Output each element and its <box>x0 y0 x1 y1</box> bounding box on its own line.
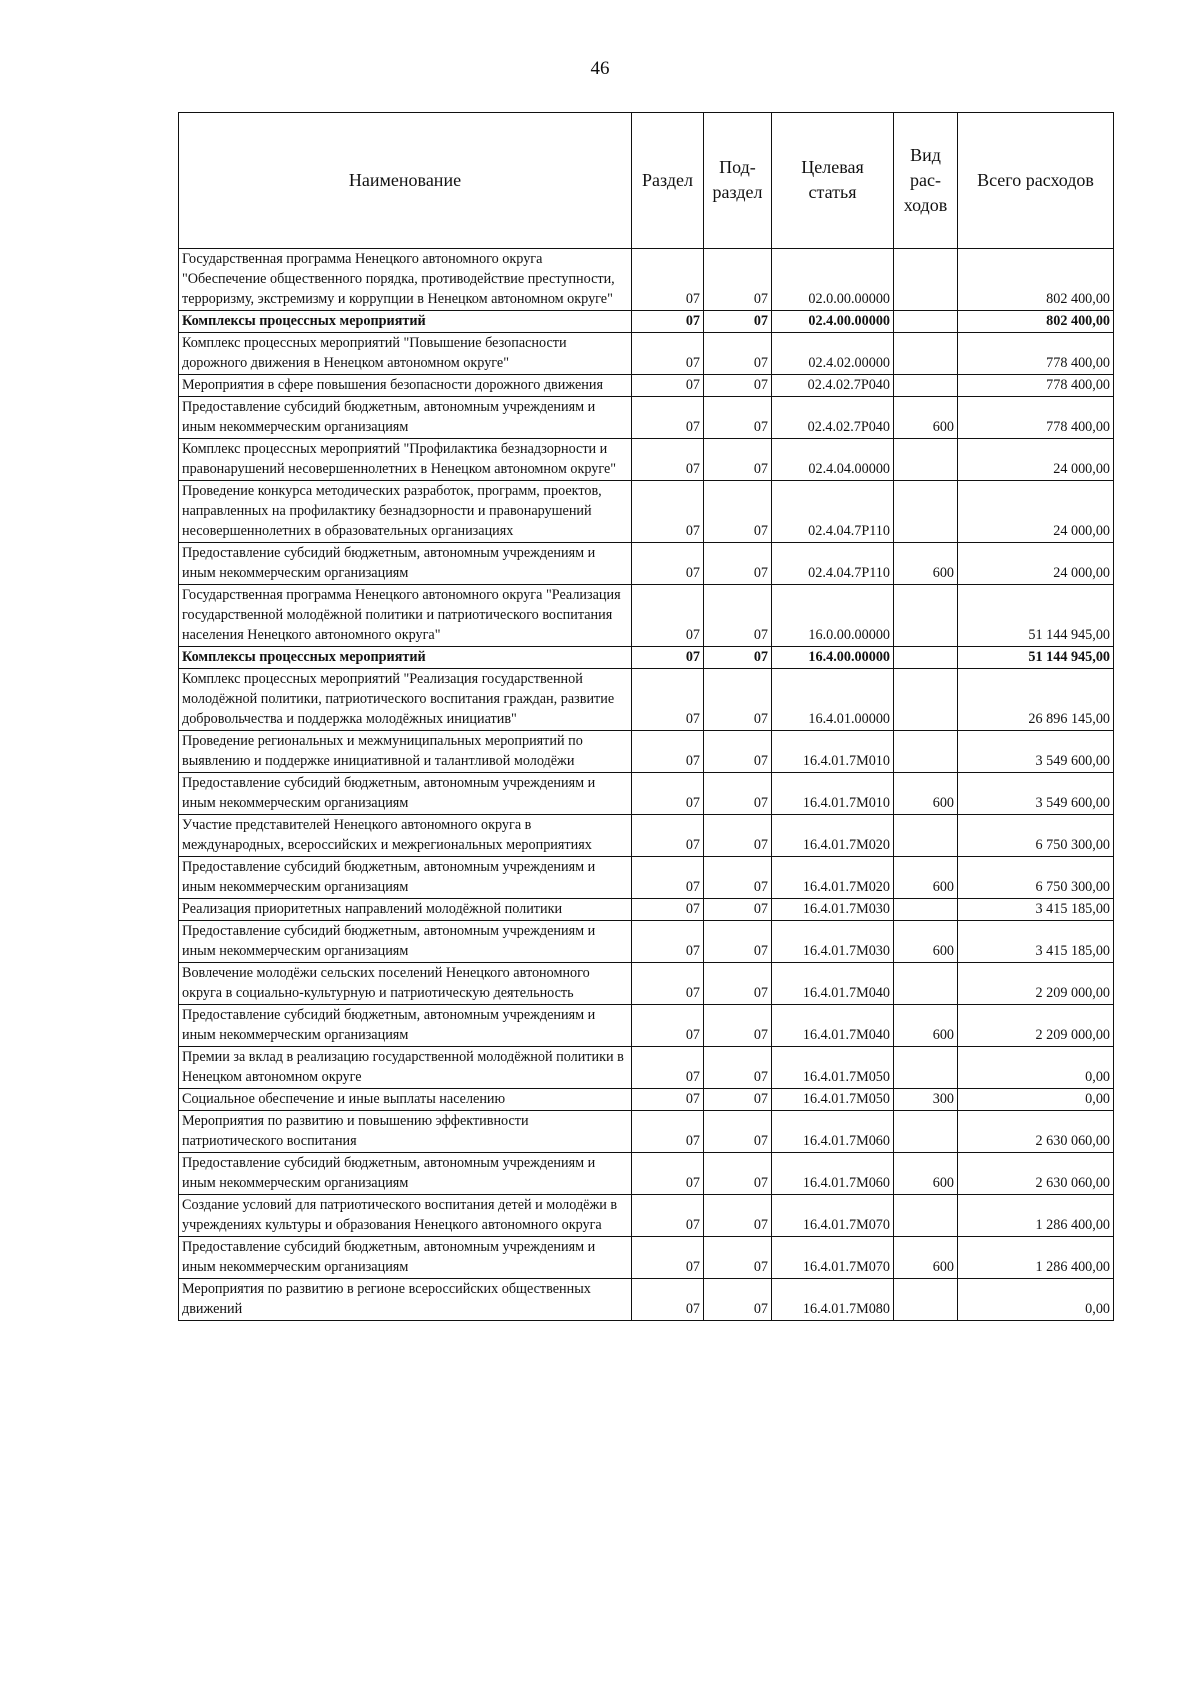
cell-razdel: 07 <box>632 1047 704 1089</box>
cell-name: Предоставление субсидий бюджетным, автономным учреждениям и иным некоммерческим организациям <box>179 773 632 815</box>
cell-vid-rashodov <box>894 249 958 311</box>
cell-razdel: 07 <box>632 899 704 921</box>
table-row <box>179 397 1114 439</box>
cell-podrazdel: 07 <box>704 1195 772 1237</box>
cell-vid-rashodov: 600 <box>894 921 958 963</box>
cell-podrazdel: 07 <box>704 1279 772 1321</box>
cell-podrazdel: 07 <box>704 249 772 311</box>
cell-razdel: 07 <box>632 439 704 481</box>
header-celevaya-statya: Целевая статья <box>772 113 894 249</box>
cell-vid-rashodov: 300 <box>894 1089 958 1111</box>
cell-celevaya-statya: 16.4.01.7М010 <box>772 773 894 815</box>
cell-total: 3 549 600,00 <box>958 731 1114 773</box>
cell-podrazdel: 07 <box>704 1005 772 1047</box>
cell-celevaya-statya: 02.4.04.7Р110 <box>772 481 894 543</box>
cell-total: 0,00 <box>958 1089 1114 1111</box>
cell-razdel: 07 <box>632 1153 704 1195</box>
cell-total: 3 415 185,00 <box>958 921 1114 963</box>
cell-podrazdel: 07 <box>704 585 772 647</box>
cell-celevaya-statya: 16.4.01.7М020 <box>772 815 894 857</box>
cell-podrazdel: 07 <box>704 815 772 857</box>
cell-podrazdel: 07 <box>704 1237 772 1279</box>
cell-total: 2 630 060,00 <box>958 1153 1114 1195</box>
cell-celevaya-statya: 16.4.01.7М030 <box>772 921 894 963</box>
cell-vid-rashodov <box>894 647 958 669</box>
table-row <box>179 311 1114 333</box>
table-row <box>179 921 1114 963</box>
header-name: Наименование <box>179 113 632 249</box>
page-number: 46 <box>590 58 610 79</box>
cell-podrazdel: 07 <box>704 773 772 815</box>
cell-celevaya-statya: 16.4.01.7М070 <box>772 1195 894 1237</box>
cell-razdel: 07 <box>632 1195 704 1237</box>
cell-razdel: 07 <box>632 647 704 669</box>
table-row <box>179 1111 1114 1153</box>
cell-total: 778 400,00 <box>958 397 1114 439</box>
cell-celevaya-statya: 16.4.01.7М050 <box>772 1047 894 1089</box>
table-row <box>179 1195 1114 1237</box>
header-row <box>179 113 1114 249</box>
table-row <box>179 585 1114 647</box>
table-row <box>179 333 1114 375</box>
cell-total: 51 144 945,00 <box>958 647 1114 669</box>
cell-podrazdel: 07 <box>704 333 772 375</box>
cell-celevaya-statya: 02.4.02.7Р040 <box>772 397 894 439</box>
cell-podrazdel: 07 <box>704 543 772 585</box>
cell-celevaya-statya: 02.4.02.7Р040 <box>772 375 894 397</box>
cell-total: 778 400,00 <box>958 333 1114 375</box>
table-row <box>179 481 1114 543</box>
cell-celevaya-statya: 16.4.01.7М010 <box>772 731 894 773</box>
cell-name: Комплекс процессных мероприятий "Повышение безопасности дорожного движения в Ненецком автономном округе" <box>179 333 632 375</box>
table-row <box>179 731 1114 773</box>
cell-name: Комплексы процессных мероприятий <box>179 647 632 669</box>
cell-celevaya-statya: 16.4.01.7М030 <box>772 899 894 921</box>
cell-celevaya-statya: 02.4.04.7Р110 <box>772 543 894 585</box>
cell-celevaya-statya: 02.0.00.00000 <box>772 249 894 311</box>
table-row <box>179 899 1114 921</box>
cell-podrazdel: 07 <box>704 481 772 543</box>
cell-vid-rashodov <box>894 375 958 397</box>
header-podrazdel: Под- раздел <box>704 113 772 249</box>
cell-razdel: 07 <box>632 1089 704 1111</box>
header-razdel: Раздел <box>632 113 704 249</box>
cell-podrazdel: 07 <box>704 439 772 481</box>
cell-razdel: 07 <box>632 1005 704 1047</box>
cell-podrazdel: 07 <box>704 397 772 439</box>
cell-name: Проведение конкурса методических разработок, программ, проектов, направленных на профилактику безнадзорности и правонарушений несовершеннолетних в образовательных организациях <box>179 481 632 543</box>
cell-name: Комплекс процессных мероприятий "Реализация государственной молодёжной политики, патриотического воспитания граждан, развитие добровольчества и поддержка молодёжных инициатив" <box>179 669 632 731</box>
cell-total: 24 000,00 <box>958 439 1114 481</box>
cell-total: 24 000,00 <box>958 481 1114 543</box>
cell-podrazdel: 07 <box>704 1111 772 1153</box>
cell-vid-rashodov <box>894 731 958 773</box>
cell-podrazdel: 07 <box>704 647 772 669</box>
cell-total: 51 144 945,00 <box>958 585 1114 647</box>
cell-razdel: 07 <box>632 311 704 333</box>
table-row <box>179 773 1114 815</box>
cell-total: 2 209 000,00 <box>958 1005 1114 1047</box>
cell-celevaya-statya: 16.4.00.00000 <box>772 647 894 669</box>
cell-name: Мероприятия по развитию и повышению эффективности патриотического воспитания <box>179 1111 632 1153</box>
budget-table <box>178 112 1114 1321</box>
cell-razdel: 07 <box>632 585 704 647</box>
cell-razdel: 07 <box>632 921 704 963</box>
cell-celevaya-statya: 16.4.01.7М060 <box>772 1153 894 1195</box>
cell-razdel: 07 <box>632 963 704 1005</box>
cell-podrazdel: 07 <box>704 311 772 333</box>
cell-podrazdel: 07 <box>704 921 772 963</box>
cell-name: Проведение региональных и межмуниципальных мероприятий по выявлению и поддержке инициативной и талантливой молодёжи <box>179 731 632 773</box>
cell-razdel: 07 <box>632 397 704 439</box>
cell-total: 2 630 060,00 <box>958 1111 1114 1153</box>
cell-razdel: 07 <box>632 773 704 815</box>
cell-total: 0,00 <box>958 1279 1114 1321</box>
cell-name: Мероприятия по развитию в регионе всероссийских общественных движений <box>179 1279 632 1321</box>
cell-name: Участие представителей Ненецкого автономного округа в международных, всероссийских и межрегиональных мероприятиях <box>179 815 632 857</box>
cell-razdel: 07 <box>632 1111 704 1153</box>
cell-razdel: 07 <box>632 481 704 543</box>
cell-podrazdel: 07 <box>704 1153 772 1195</box>
table-row <box>179 249 1114 311</box>
table-row <box>179 1005 1114 1047</box>
cell-celevaya-statya: 16.0.00.00000 <box>772 585 894 647</box>
table-row <box>179 543 1114 585</box>
cell-total: 0,00 <box>958 1047 1114 1089</box>
cell-razdel: 07 <box>632 669 704 731</box>
cell-name: Социальное обеспечение и иные выплаты населению <box>179 1089 632 1111</box>
cell-podrazdel: 07 <box>704 669 772 731</box>
cell-vid-rashodov: 600 <box>894 397 958 439</box>
cell-name: Предоставление субсидий бюджетным, автономным учреждениям и иным некоммерческим организациям <box>179 397 632 439</box>
cell-vid-rashodov <box>894 669 958 731</box>
cell-celevaya-statya: 16.4.01.7М070 <box>772 1237 894 1279</box>
header-total: Всего расходов <box>958 113 1114 249</box>
cell-vid-rashodov <box>894 481 958 543</box>
table-row <box>179 1237 1114 1279</box>
cell-podrazdel: 07 <box>704 731 772 773</box>
cell-name: Вовлечение молодёжи сельских поселений Ненецкого автономного округа в социально-культурную и патриотическую деятельность <box>179 963 632 1005</box>
cell-total: 24 000,00 <box>958 543 1114 585</box>
cell-name: Премии за вклад в реализацию государственной молодёжной политики в Ненецком автономном округе <box>179 1047 632 1089</box>
cell-name: Предоставление субсидий бюджетным, автономным учреждениям и иным некоммерческим организациям <box>179 543 632 585</box>
cell-celevaya-statya: 16.4.01.7М060 <box>772 1111 894 1153</box>
cell-razdel: 07 <box>632 1279 704 1321</box>
table-row <box>179 669 1114 731</box>
cell-razdel: 07 <box>632 543 704 585</box>
table-row <box>179 1153 1114 1195</box>
cell-vid-rashodov: 600 <box>894 773 958 815</box>
cell-vid-rashodov <box>894 899 958 921</box>
cell-vid-rashodov <box>894 1279 958 1321</box>
cell-razdel: 07 <box>632 1237 704 1279</box>
cell-vid-rashodov <box>894 1111 958 1153</box>
table-row <box>179 647 1114 669</box>
cell-vid-rashodov: 600 <box>894 1153 958 1195</box>
cell-podrazdel: 07 <box>704 1047 772 1089</box>
cell-razdel: 07 <box>632 333 704 375</box>
table-row <box>179 1089 1114 1111</box>
cell-name: Предоставление субсидий бюджетным, автономным учреждениям и иным некоммерческим организациям <box>179 1153 632 1195</box>
cell-total: 2 209 000,00 <box>958 963 1114 1005</box>
cell-celevaya-statya: 16.4.01.7М040 <box>772 963 894 1005</box>
cell-celevaya-statya: 16.4.01.7М050 <box>772 1089 894 1111</box>
cell-razdel: 07 <box>632 249 704 311</box>
cell-podrazdel: 07 <box>704 375 772 397</box>
cell-vid-rashodov <box>894 311 958 333</box>
cell-celevaya-statya: 02.4.00.00000 <box>772 311 894 333</box>
table-row <box>179 1279 1114 1321</box>
cell-total: 6 750 300,00 <box>958 857 1114 899</box>
cell-podrazdel: 07 <box>704 899 772 921</box>
cell-vid-rashodov <box>894 1047 958 1089</box>
cell-vid-rashodov: 600 <box>894 1005 958 1047</box>
cell-name: Предоставление субсидий бюджетным, автономным учреждениям и иным некоммерческим организациям <box>179 921 632 963</box>
cell-name: Предоставление субсидий бюджетным, автономным учреждениям и иным некоммерческим организациям <box>179 1237 632 1279</box>
cell-vid-rashodov <box>894 1195 958 1237</box>
cell-total: 802 400,00 <box>958 311 1114 333</box>
cell-vid-rashodov: 600 <box>894 857 958 899</box>
table-row <box>179 963 1114 1005</box>
cell-name: Предоставление субсидий бюджетным, автономным учреждениям и иным некоммерческим организациям <box>179 1005 632 1047</box>
header-vid-rashodov: Вид рас- ходов <box>894 113 958 249</box>
cell-total: 802 400,00 <box>958 249 1114 311</box>
cell-vid-rashodov: 600 <box>894 1237 958 1279</box>
cell-vid-rashodov <box>894 963 958 1005</box>
cell-vid-rashodov <box>894 439 958 481</box>
cell-razdel: 07 <box>632 731 704 773</box>
cell-celevaya-statya: 02.4.04.00000 <box>772 439 894 481</box>
cell-total: 778 400,00 <box>958 375 1114 397</box>
cell-name: Государственная программа Ненецкого автономного округа "Обеспечение общественного порядка, противодействие преступности, терроризму, экстремизму и коррупции в Ненецком автономном округе" <box>179 249 632 311</box>
table-body <box>179 249 1114 1321</box>
table-row <box>179 375 1114 397</box>
table-row <box>179 439 1114 481</box>
cell-name: Комплекс процессных мероприятий "Профилактика безнадзорности и правонарушений несовершеннолетних в Ненецком автономном округе" <box>179 439 632 481</box>
cell-name: Предоставление субсидий бюджетным, автономным учреждениям и иным некоммерческим организациям <box>179 857 632 899</box>
table-row <box>179 857 1114 899</box>
cell-name: Создание условий для патриотического воспитания детей и молодёжи в учреждениях культуры и образования Ненецкого автономного округа <box>179 1195 632 1237</box>
cell-podrazdel: 07 <box>704 857 772 899</box>
cell-name: Комплексы процессных мероприятий <box>179 311 632 333</box>
cell-total: 3 415 185,00 <box>958 899 1114 921</box>
cell-total: 26 896 145,00 <box>958 669 1114 731</box>
cell-celevaya-statya: 16.4.01.00000 <box>772 669 894 731</box>
cell-vid-rashodov <box>894 585 958 647</box>
table-row <box>179 815 1114 857</box>
cell-total: 3 549 600,00 <box>958 773 1114 815</box>
cell-podrazdel: 07 <box>704 1089 772 1111</box>
cell-podrazdel: 07 <box>704 963 772 1005</box>
cell-vid-rashodov <box>894 333 958 375</box>
cell-total: 1 286 400,00 <box>958 1237 1114 1279</box>
cell-name: Мероприятия в сфере повышения безопасности дорожного движения <box>179 375 632 397</box>
cell-vid-rashodov: 600 <box>894 543 958 585</box>
cell-name: Реализация приоритетных направлений молодёжной политики <box>179 899 632 921</box>
cell-razdel: 07 <box>632 375 704 397</box>
cell-vid-rashodov <box>894 815 958 857</box>
cell-razdel: 07 <box>632 857 704 899</box>
cell-name: Государственная программа Ненецкого автономного округа "Реализация государственной молодёжной политики и патриотического воспитания населения Ненецкого автономного округа" <box>179 585 632 647</box>
cell-total: 1 286 400,00 <box>958 1195 1114 1237</box>
cell-celevaya-statya: 16.4.01.7М020 <box>772 857 894 899</box>
cell-celevaya-statya: 16.4.01.7М080 <box>772 1279 894 1321</box>
table-row <box>179 1047 1114 1089</box>
cell-celevaya-statya: 16.4.01.7М040 <box>772 1005 894 1047</box>
cell-celevaya-statya: 02.4.02.00000 <box>772 333 894 375</box>
cell-total: 6 750 300,00 <box>958 815 1114 857</box>
cell-razdel: 07 <box>632 815 704 857</box>
